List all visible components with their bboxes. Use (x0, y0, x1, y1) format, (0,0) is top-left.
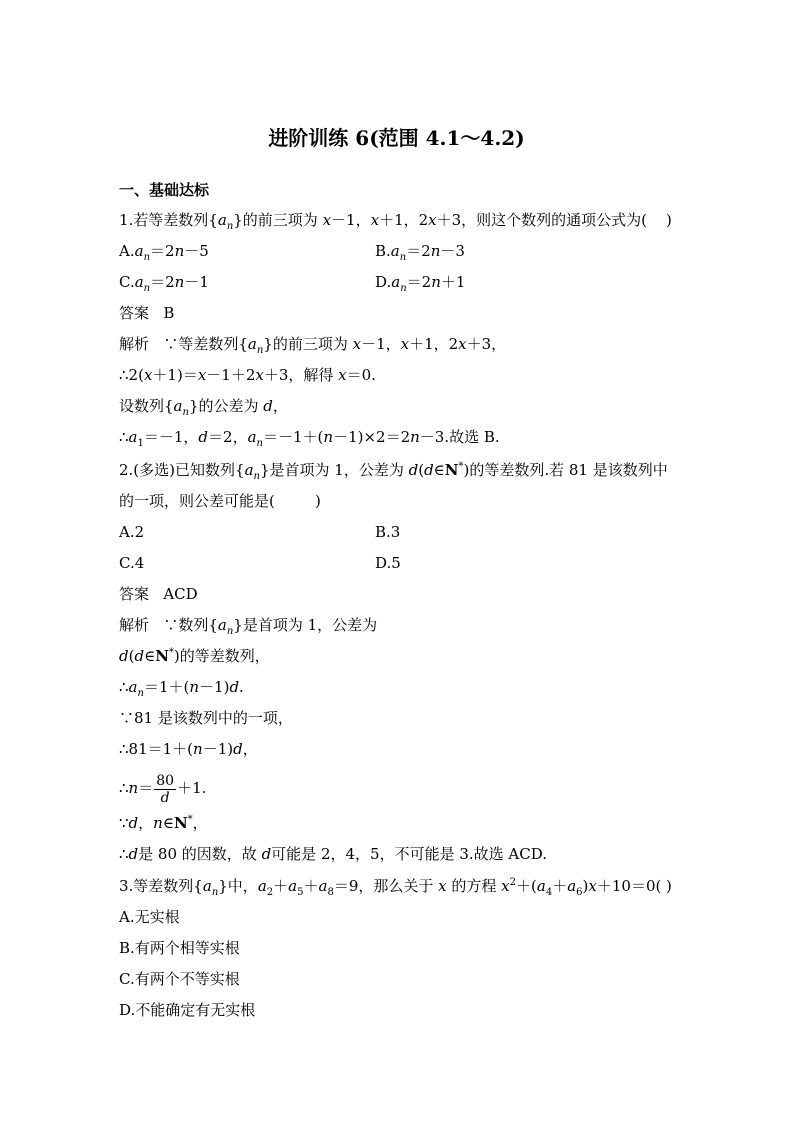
question-3-option-a: A.无实根 (119, 908, 180, 926)
question-2-stem-line-2: 的一项，则公差可能是( (119, 492, 275, 510)
question-1-option-c: $C.a_n=2n-1$ (119, 273, 209, 294)
question-1-analysis-line-2: ∴2(x＋1)＝x－1＋2x＋3，解得 x＝0. (119, 366, 376, 384)
question-3-stem: 3.等差数列$\{a_n\}$中，$a_2+a_5+a_8=9$，那么关于 x 的方程 $x^2+(a_4+a_6)x+10=0$( (119, 877, 662, 898)
question-1-option-b: $B.a_n=2n-3$ (375, 242, 465, 263)
question-2-option-d: D.5 (375, 554, 401, 572)
page-title: 进阶训练 6(范围 4.1～4.2) (268, 126, 525, 150)
question-2-analysis-line-2: d(d∈N*)的等差数列， (119, 647, 270, 665)
question-2-answer: 答案 ACD (119, 585, 198, 603)
question-3-option-c: C.有两个不等实根 (119, 970, 240, 988)
question-2-analysis-line-4: ∵81 是该数列中的一项， (119, 709, 293, 727)
question-2-option-a: A.2 (119, 523, 145, 541)
question-3-option-d: D.不能确定有无实根 (119, 1001, 256, 1019)
question-2-analysis-line-3: $\therefore a_n=1+(n-1)d$. (119, 678, 244, 699)
question-1-analysis-line-3: 设数列$\{a_n\}$的公差为 d， (119, 397, 288, 418)
question-3-answer-blank: ) (666, 877, 672, 895)
question-2-analysis-line-1: 解析 ∵数列$\{a_n\}$是首项为 1，公差为 (119, 616, 378, 637)
question-2-analysis-line-8: ∴d是 80 的因数，故 d可能是 2，4，5，不可能是 3.故选 ACD. (119, 845, 547, 863)
question-1-answer: 答案 B (119, 304, 175, 322)
question-1-analysis-line-4: $\therefore a_1=-1$，d＝2，$a_n=-1+(n-1)\times 2=2n-3$.故选 B. (119, 428, 500, 449)
question-2-answer-blank: ) (315, 492, 321, 510)
question-2-analysis-line-6: ∴n＝ $\frac{80}{d}$ ＋1. (119, 772, 207, 806)
question-2-option-c: C.4 (119, 554, 145, 572)
section-heading: 一、基础达标 (119, 181, 210, 199)
question-2-analysis-line-7: ∵d，n∈N*， (119, 814, 208, 832)
question-1-option-d: $D.a_n=2n+1$ (375, 273, 466, 294)
question-3-option-b: B.有两个相等实根 (119, 939, 240, 957)
question-2-stem: 2.(多选)已知数列$\{a_n\}$是首项为 1，公差为 d(d∈N*)的等差数列.若 81 是该数列中 (119, 461, 668, 482)
question-1-stem: 1.若等差数列$\{a_n\}$的前三项为 x－1，x＋1，2x＋3，则这个数列的通项公式为( (119, 211, 648, 232)
question-1-answer-blank: ) (666, 211, 672, 229)
fraction: $\frac{80}{d}$ (156, 772, 175, 806)
question-2-analysis-line-5: ∴81＝1＋(n－1)d， (119, 740, 258, 758)
question-1-analysis-line-1: 解析 ∵等差数列$\{a_n\}$的前三项为 x－1，x＋1，2x＋3， (119, 335, 507, 356)
question-2-option-b: B.3 (375, 523, 401, 541)
question-1-option-a: $A.a_n=2n-5$ (119, 242, 209, 263)
